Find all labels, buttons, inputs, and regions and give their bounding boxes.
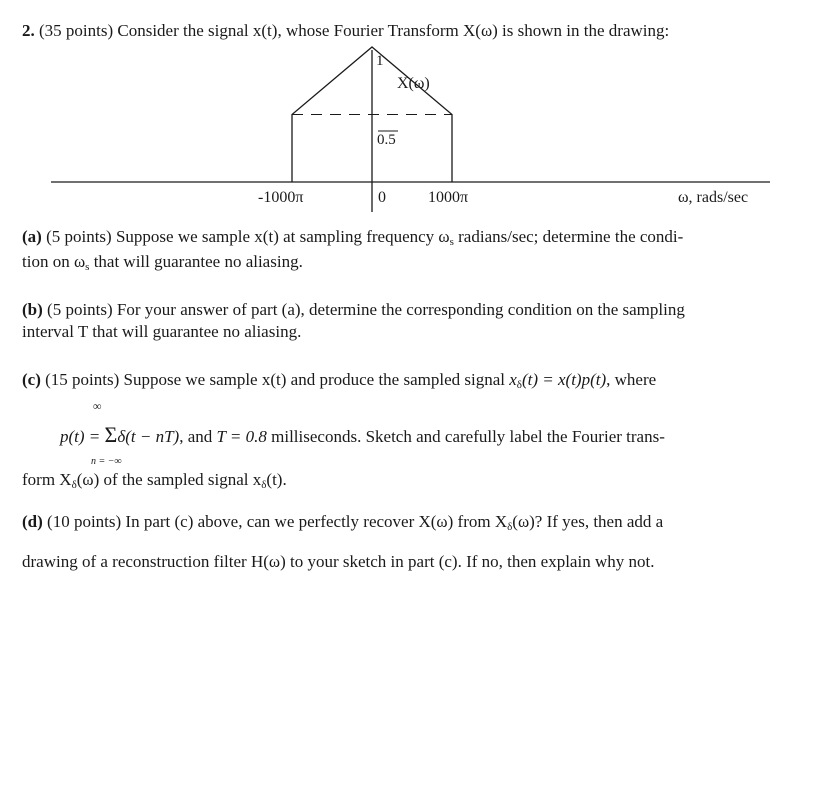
part-a-tag: (a) [22,227,42,246]
axis-label: ω, rads/sec [678,189,749,206]
xdelta-subscript-3: δ [507,521,513,533]
neg-tick-label: -1000π [258,189,304,206]
part-b-line2 [22,322,301,342]
problem-intro-text: (35 points) Consider the signal x(t), whose Fourier Transform X(ω) is shown in the drawing: [39,21,670,40]
peak-label: 1 [376,53,384,69]
part-c-line3 [22,470,287,490]
sampled-equation: (t) = x(t)p(t) [521,370,607,389]
part-d-line2 [22,552,654,572]
xdelta-subscript-2: δ [261,479,267,491]
omega-s-subscript: s [449,236,454,248]
xdelta-subscript: δ [71,479,77,491]
zero-tick-label: 0 [378,189,386,206]
part-d-text1-end: (ω)? If yes, then add a [512,512,664,531]
fourier-transform-figure [0,40,813,220]
part-a-text2-end: that will guarantee no aliasing. [89,252,303,271]
p-expression-mid: , and [179,427,217,446]
part-c-tag: (c) [22,370,41,389]
part-d-text2: drawing of a reconstruction filter H(ω) to your sketch in part (c). If no, then explain why not. [22,552,655,571]
sum-upper-limit: ∞ [93,399,102,413]
part-a-text1: (5 points) Suppose we sample x(t) at sampling frequency [41,227,439,246]
part-d-line1 [22,512,663,532]
p-expression-end: milliseconds. Sketch and carefully label the Fourier trans- [266,427,665,446]
part-b-line1 [22,300,685,320]
part-c-text1-end: , where [606,370,657,389]
part-c-line2 [60,422,665,447]
part-d-text1-start: (10 points) In part (c) above, can we perfectly recover X(ω) from X [42,512,508,531]
part-d-tag: (d) [22,512,43,531]
part-b-tag: (b) [22,300,43,319]
delta-expression: δ(t − nT) [117,427,180,446]
pos-tick-label: 1000π [428,189,469,206]
problem-number: 2. [22,21,35,40]
part-a-text1-end: radians/sec; determine the condi- [453,227,684,246]
p-expression-start: p(t) = [60,427,105,446]
part-b-text1: (5 points) For your answer of part (a), determine the corresponding condition on the sampling [42,300,685,319]
sum-lower-limit: n = −∞ [91,456,122,467]
problem-intro [22,21,669,41]
sigma-symbol: Σ [104,422,118,447]
xs-symbol: x [509,370,517,389]
part-a-line1 [22,227,683,247]
part-c-text3-mid: (ω) of the sampled signal x [76,470,262,489]
level-label: 0.5 [377,132,396,148]
xs-subscript: δ [516,379,522,391]
t-expression: T = 0.8 [216,427,267,446]
part-c-text1: (15 points) Suppose we sample x(t) and produce the sampled signal [40,370,510,389]
part-b-text2: interval T that will guarantee no aliasing. [22,322,302,341]
omega-s-symbol-2: ω [73,252,86,271]
omega-s-symbol: ω [438,227,450,246]
part-c-text3-start: form X [22,470,72,489]
curve-label: X(ω) [397,75,430,92]
part-a-line2 [22,252,303,272]
omega-s-subscript-2: s [85,261,90,273]
part-c-text3-end: (t). [266,470,287,489]
part-a-text2-start: tion on [22,252,74,271]
part-c-line1 [22,370,656,390]
